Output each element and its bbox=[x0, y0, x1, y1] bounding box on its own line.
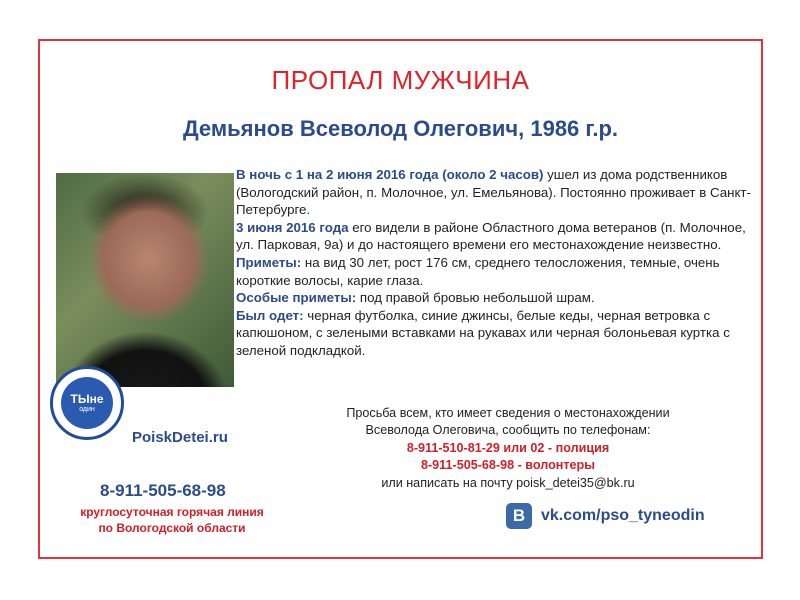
details-text-special: под правой бровью небольшой шрам. bbox=[356, 290, 595, 306]
missing-person-poster bbox=[38, 39, 763, 559]
email-line: или написать на почту poisk_detei35@bk.ru bbox=[381, 475, 635, 490]
request-line-1: Просьба всем, кто имеет сведения о местонахождении bbox=[346, 406, 670, 420]
details-paragraph-2 bbox=[236, 219, 756, 254]
person-photo bbox=[56, 173, 234, 387]
details-text-date: ушел из дома родственников (Вологодский район, п. Молочное, ул. Емельянова). Постоянно проживает в Санкт-Петербурге. bbox=[236, 167, 751, 218]
details-text-clothing: черная футболка, синие джинсы, белые кеды, черная ветровка с капюшоном, с зелеными вставками на рукавах или черная болоньевая куртка с зеленой подкладкой. bbox=[236, 307, 730, 358]
details-paragraph-4 bbox=[236, 289, 756, 307]
hotline-line-1: круглосуточная горячая линия bbox=[80, 505, 264, 519]
contact-request bbox=[298, 405, 718, 492]
details-label-features: Приметы: bbox=[236, 254, 302, 270]
details-label-special: Особые приметы: bbox=[236, 290, 357, 306]
hotline-line-2: по Вологодской области bbox=[98, 521, 246, 535]
vk-link[interactable]: vk.com/pso_tyneodin bbox=[541, 507, 705, 524]
logo-emblem bbox=[61, 377, 113, 429]
details-label-seen: 3 июня 2016 года bbox=[236, 219, 349, 235]
website-link[interactable]: PoiskDetei.ru bbox=[132, 429, 228, 446]
person-details bbox=[236, 166, 756, 360]
phone-volunteers: 8-911-505-68-98 - волонтеры bbox=[420, 458, 596, 473]
request-line-2: Всеволода Олеговича, сообщить по телефонам: bbox=[365, 423, 651, 438]
hotline-caption bbox=[62, 504, 282, 536]
phone-police: 8-911-510-81-29 или 02 - полиция bbox=[406, 440, 610, 455]
poster-headline: ПРОПАЛ МУЖЧИНА bbox=[271, 65, 530, 95]
logo-text-main: ТЫне bbox=[70, 392, 104, 407]
vk-group[interactable] bbox=[506, 503, 705, 529]
details-text-seen: его видели в районе Областного дома ветеранов (п. Молочное, ул. Парковая, 9а) и до настоящего времени его местонахождение неизвестно. bbox=[236, 219, 746, 253]
vk-icon: B bbox=[506, 503, 532, 529]
details-paragraph-3 bbox=[236, 254, 756, 289]
details-label-date: В ночь с 1 на 2 июня 2016 года (около 2 часов) bbox=[236, 167, 544, 182]
person-name: Демьянов Всеволод Олегович, 1986 г.р. bbox=[182, 116, 619, 141]
details-text-features: на вид 30 лет, рост 176 см, среднего телосложения, темные, очень короткие волосы, карие глаза. bbox=[236, 254, 720, 288]
organization-logo bbox=[50, 366, 124, 440]
details-label-clothing: Был одет: bbox=[236, 307, 304, 323]
hotline-number: 8-911-505-68-98 bbox=[100, 481, 226, 500]
details-paragraph-5 bbox=[236, 307, 756, 360]
logo-text-sub: один bbox=[79, 405, 95, 413]
details-paragraph-1 bbox=[236, 166, 756, 219]
